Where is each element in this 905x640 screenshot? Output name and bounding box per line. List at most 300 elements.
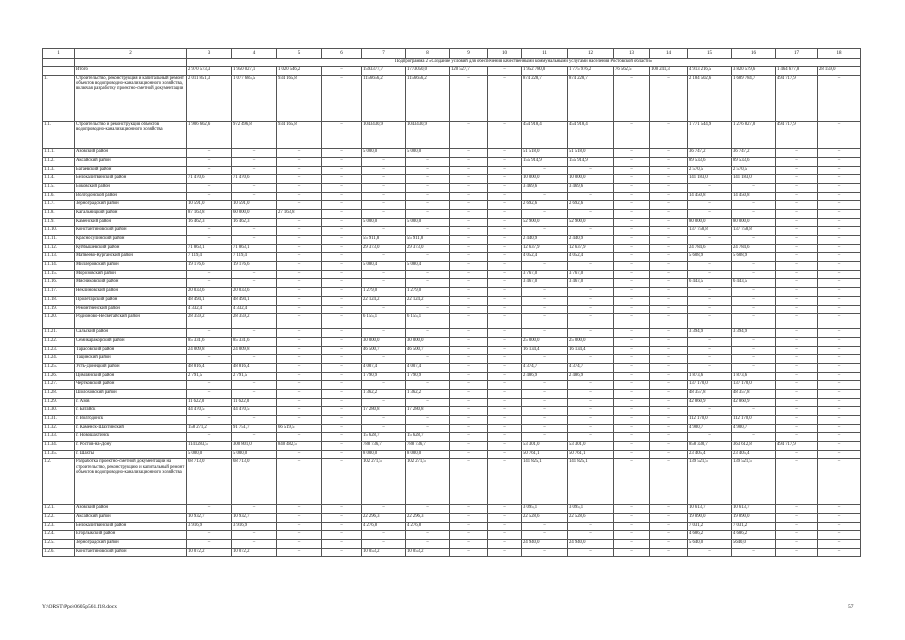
cell-value: – — [450, 244, 488, 253]
cell-value: – — [187, 531, 232, 540]
cell-value: – — [322, 355, 362, 364]
cell-value: – — [568, 288, 614, 297]
cell-value: – — [322, 209, 362, 218]
cell-value: – — [818, 531, 861, 540]
cell-value: – — [362, 209, 406, 218]
cell-value: – — [818, 505, 861, 514]
cell-value: – — [322, 407, 362, 416]
cell-value: – — [776, 398, 818, 407]
cell-value: – — [614, 270, 650, 279]
cell-value: 3 467,0 — [522, 279, 568, 288]
cell-value: 44 470,5 — [232, 407, 277, 416]
cell-value: – — [406, 209, 450, 218]
cell-value: – — [277, 540, 322, 549]
cell-value: – — [688, 407, 732, 416]
cell-value: – — [650, 192, 688, 201]
cell-value: 10 053,2 — [362, 548, 406, 557]
cell-value: 5 000,0 — [362, 218, 406, 227]
cell-value: 1 077 685,5 — [232, 75, 277, 121]
cell-value: – — [232, 381, 277, 390]
cell-value: 1 279,0 — [362, 288, 406, 297]
cell-value: – — [488, 398, 522, 407]
cell-value: 15 628,7 — [362, 433, 406, 442]
cell-value: – — [818, 157, 861, 166]
cell-value: – — [614, 407, 650, 416]
cell-value: – — [522, 296, 568, 305]
cell-value: – — [650, 459, 688, 505]
cell-value: 3 394,9 — [732, 329, 776, 338]
cell-value: – — [732, 346, 776, 355]
cell-value: – — [522, 314, 568, 329]
table-row — [43, 183, 861, 192]
row-name: Итого — [75, 67, 187, 76]
cell-value: – — [568, 314, 614, 329]
cell-value: – — [488, 346, 522, 355]
cell-value: – — [322, 236, 362, 245]
table-row — [43, 514, 861, 523]
cell-value: 14 450,8 — [732, 192, 776, 201]
cell-value: – — [277, 296, 322, 305]
cell-value: – — [322, 175, 362, 184]
cell-value: – — [818, 244, 861, 253]
cell-value: – — [322, 157, 362, 166]
cell-value: 27 163,8 — [277, 209, 322, 218]
cell-value: – — [818, 75, 861, 121]
cell-value: – — [818, 201, 861, 210]
cell-value: 85 331,6 — [232, 337, 277, 346]
cell-value: 66 519,5 — [277, 424, 322, 433]
cell-value: – — [488, 505, 522, 514]
cell-value: – — [776, 236, 818, 245]
cell-value: – — [614, 314, 650, 329]
cell-value: – — [776, 337, 818, 346]
cell-value: – — [818, 192, 861, 201]
cell-value: 10 000,0 — [522, 175, 568, 184]
row-name: Багаевский район — [75, 166, 187, 175]
cell-value: – — [277, 514, 322, 523]
cell-value: – — [488, 314, 522, 329]
cell-value: 15 628,7 — [406, 433, 450, 442]
cell-value: – — [277, 398, 322, 407]
cell-value: – — [322, 288, 362, 297]
cell-value: – — [776, 450, 818, 459]
cell-value: – — [614, 363, 650, 372]
cell-value: – — [650, 183, 688, 192]
cell-value: – — [277, 329, 322, 338]
cell-value: 20 033,6 — [232, 288, 277, 297]
cell-value: – — [650, 442, 688, 451]
cell-value: – — [362, 253, 406, 262]
cell-value: 1 771 544,9 — [688, 121, 732, 148]
table-body — [43, 49, 861, 557]
row-name: Семикаракорский район — [75, 337, 187, 346]
row-name: Цимлянский район — [75, 372, 187, 381]
cell-value: – — [614, 244, 650, 253]
cell-value: – — [732, 314, 776, 329]
cell-value: – — [450, 183, 488, 192]
cell-value: – — [568, 389, 614, 398]
cell-value: – — [277, 459, 322, 505]
cell-value: – — [650, 424, 688, 433]
cell-value: – — [688, 314, 732, 329]
table-row — [43, 209, 861, 218]
cell-value: – — [450, 381, 488, 390]
cell-value: 363 612,8 — [732, 442, 776, 451]
cell-value: – — [362, 505, 406, 514]
cell-value: – — [406, 398, 450, 407]
cell-value: 6 443,5 — [732, 279, 776, 288]
cell-value: 71 470,6 — [187, 175, 232, 184]
cell-value: – — [277, 363, 322, 372]
cell-value: – — [362, 192, 406, 201]
cell-value: – — [614, 442, 650, 451]
column-number: 5 — [277, 49, 322, 59]
cell-value: – — [732, 209, 776, 218]
cell-value: – — [277, 314, 322, 329]
cell-value: – — [187, 279, 232, 288]
cell-value: – — [406, 166, 450, 175]
cell-value: – — [362, 270, 406, 279]
row-name: Родионово-Несветайский район — [75, 314, 187, 329]
cell-value: – — [406, 531, 450, 540]
cell-value: – — [732, 296, 776, 305]
cell-value: – — [450, 157, 488, 166]
cell-value: 22 528,6 — [568, 514, 614, 523]
cell-value: – — [650, 407, 688, 416]
table-row — [43, 424, 861, 433]
cell-value: 48 816,4 — [187, 363, 232, 372]
cell-value: – — [568, 433, 614, 442]
cell-value: – — [688, 296, 732, 305]
cell-value: – — [322, 296, 362, 305]
row-number: 1.2.5. — [43, 540, 75, 549]
cell-value: 36 747,2 — [688, 149, 732, 158]
cell-value: 19 890,0 — [688, 514, 732, 523]
cell-value: 48 494,1 — [187, 296, 232, 305]
cell-value: 5 608,9 — [688, 253, 732, 262]
row-number: 1.1.31. — [43, 416, 75, 425]
cell-value: 5 608,9 — [732, 253, 776, 262]
cell-value: – — [614, 296, 650, 305]
cell-value: – — [614, 305, 650, 314]
cell-value: 4 052,4 — [522, 253, 568, 262]
cell-value: 494 717,9 — [776, 121, 818, 148]
cell-value: 11 622,0 — [232, 398, 277, 407]
cell-value: 4 900,7 — [688, 424, 732, 433]
cell-value: – — [322, 505, 362, 514]
cell-value: – — [450, 270, 488, 279]
row-name: Ремонтненский район — [75, 305, 187, 314]
cell-value: – — [568, 296, 614, 305]
cell-value: – — [614, 209, 650, 218]
column-number: 3 — [187, 49, 232, 59]
cell-value: – — [650, 75, 688, 121]
cell-value: – — [450, 540, 488, 549]
cell-value: 1 464 677,8 — [776, 67, 818, 76]
cell-value: – — [488, 236, 522, 245]
cell-value: – — [450, 296, 488, 305]
cell-value: 141 183,0 — [688, 175, 732, 184]
cell-value: – — [818, 253, 861, 262]
table-row — [43, 253, 861, 262]
cell-value: – — [776, 218, 818, 227]
cell-value: – — [362, 381, 406, 390]
cell-value: – — [818, 175, 861, 184]
cell-value: – — [450, 329, 488, 338]
cell-value: – — [406, 227, 450, 236]
table-row — [43, 175, 861, 184]
table-row — [43, 416, 861, 425]
cell-value: – — [614, 416, 650, 425]
cell-value: 840 482,5 — [277, 442, 322, 451]
cell-value: – — [818, 121, 861, 148]
cell-value: – — [650, 329, 688, 338]
cell-value: 788 736,7 — [362, 442, 406, 451]
cell-value: – — [450, 236, 488, 245]
cell-value: 23 405,4 — [688, 450, 732, 459]
row-number: 1.1.7. — [43, 201, 75, 210]
cell-value: – — [776, 209, 818, 218]
cell-value: – — [277, 157, 322, 166]
cell-value: – — [776, 157, 818, 166]
table-row — [43, 270, 861, 279]
table-row — [43, 157, 861, 166]
cell-value: 7 119,4 — [232, 253, 277, 262]
cell-value: – — [732, 355, 776, 364]
table-row — [43, 459, 861, 505]
cell-value: 6 443,5 — [688, 279, 732, 288]
cell-value: – — [277, 183, 322, 192]
cell-value: – — [277, 355, 322, 364]
cell-value: 4 332,4 — [187, 305, 232, 314]
cell-value: – — [732, 270, 776, 279]
cell-value: – — [776, 514, 818, 523]
cell-value: – — [818, 459, 861, 505]
cell-value: 80 000,0 — [732, 218, 776, 227]
row-name: г. Ростов-на-Дону — [75, 442, 187, 451]
cell-value: 71 863,1 — [232, 244, 277, 253]
cell-value: – — [322, 450, 362, 459]
row-name: Константиновский район — [75, 548, 187, 557]
cell-value: – — [818, 314, 861, 329]
row-name: Неклиновский район — [75, 288, 187, 297]
cell-value: – — [187, 389, 232, 398]
cell-value: – — [650, 296, 688, 305]
column-number: 6 — [322, 49, 362, 59]
cell-value: – — [322, 305, 362, 314]
row-name: г. Волгодонск — [75, 416, 187, 425]
row-number: 1.1.22. — [43, 337, 75, 346]
cell-value: – — [488, 540, 522, 549]
cell-value: – — [488, 253, 522, 262]
table-row — [43, 262, 861, 271]
cell-value: 25 000,0 — [568, 337, 614, 346]
cell-value: – — [818, 270, 861, 279]
cell-value: – — [650, 209, 688, 218]
cell-value: 68 713,0 — [232, 459, 277, 505]
cell-value: 7 031,2 — [732, 522, 776, 531]
cell-value: – — [522, 329, 568, 338]
cell-value: 25 000,0 — [522, 337, 568, 346]
cell-value: – — [522, 166, 568, 175]
cell-value: – — [614, 262, 650, 271]
cell-value: 28 359,2 — [187, 314, 232, 329]
row-name: Егорлыкский район — [75, 531, 187, 540]
cell-value: – — [232, 227, 277, 236]
cell-value: – — [187, 270, 232, 279]
cell-value: 1156656,2 — [362, 75, 406, 121]
cell-value: – — [732, 337, 776, 346]
cell-value: 53 301,0 — [568, 442, 614, 451]
cell-value: 48 494,1 — [232, 296, 277, 305]
page-number: 57 — [848, 604, 854, 610]
cell-value: – — [450, 192, 488, 201]
cell-value: – — [614, 236, 650, 245]
table-row — [43, 149, 861, 158]
cell-value: 2 486,9 — [522, 372, 568, 381]
table-row — [43, 337, 861, 346]
cell-value: – — [732, 288, 776, 297]
cell-value: – — [776, 548, 818, 557]
cell-value: – — [522, 389, 568, 398]
cell-value: – — [322, 416, 362, 425]
cell-value: – — [776, 346, 818, 355]
cell-value: 1 689 784,7 — [732, 75, 776, 121]
cell-value: – — [450, 121, 488, 148]
cell-value: – — [614, 166, 650, 175]
cell-value: – — [406, 192, 450, 201]
cell-value: – — [818, 522, 861, 531]
cell-value: – — [688, 433, 732, 442]
cell-value: 7 031,2 — [688, 522, 732, 531]
cell-value: – — [450, 305, 488, 314]
cell-value: – — [818, 398, 861, 407]
cell-value: – — [818, 279, 861, 288]
row-name: Пролетарский район — [75, 296, 187, 305]
cell-value: – — [187, 236, 232, 245]
cell-value: – — [488, 262, 522, 271]
row-number: 1.2. — [43, 459, 75, 505]
cell-value: 17 280,8 — [406, 407, 450, 416]
cell-value: – — [614, 253, 650, 262]
cell-value: 1156656,2 — [406, 75, 450, 121]
cell-value: – — [277, 270, 322, 279]
cell-value: 28 159,0 — [818, 67, 861, 76]
cell-value: – — [450, 548, 488, 557]
column-number-row — [43, 49, 861, 59]
cell-value: – — [488, 459, 522, 505]
cell-value: – — [650, 149, 688, 158]
cell-value: – — [776, 253, 818, 262]
column-number: 9 — [450, 49, 488, 59]
cell-value: 89 533,6 — [732, 157, 776, 166]
cell-value: 4 332,4 — [232, 305, 277, 314]
row-name: Азовский район — [75, 149, 187, 158]
cell-value: – — [277, 262, 322, 271]
cell-value: – — [688, 236, 732, 245]
cell-value: – — [776, 279, 818, 288]
cell-value: 139 521,5 — [688, 459, 732, 505]
cell-value: – — [322, 253, 362, 262]
row-name: г. Батайск — [75, 407, 187, 416]
cell-value: – — [488, 183, 522, 192]
column-number: 2 — [75, 49, 187, 59]
cell-value: 16 462,3 — [187, 218, 232, 227]
cell-value: – — [187, 505, 232, 514]
cell-value: 24 940,0 — [568, 540, 614, 549]
cell-value: 6 155,1 — [406, 314, 450, 329]
cell-value: 87 163,8 — [187, 209, 232, 218]
cell-value: – — [406, 253, 450, 262]
cell-value: – — [488, 433, 522, 442]
cell-value: – — [450, 209, 488, 218]
cell-value: – — [614, 337, 650, 346]
cell-value: 24 940,0 — [522, 540, 568, 549]
cell-value: – — [818, 305, 861, 314]
cell-value: – — [818, 209, 861, 218]
row-number: 1.1.15. — [43, 270, 75, 279]
cell-value: – — [277, 253, 322, 262]
cell-value: – — [818, 288, 861, 297]
cell-value: 5 080,4 — [362, 262, 406, 271]
row-number: 1.1.9. — [43, 218, 75, 227]
row-number: 1.1.26. — [43, 372, 75, 381]
cell-value: – — [277, 531, 322, 540]
cell-value: 22 124,2 — [406, 296, 450, 305]
cell-value: – — [277, 288, 322, 297]
cell-value: – — [488, 522, 522, 531]
cell-value: 44 470,5 — [187, 407, 232, 416]
cell-value: – — [776, 329, 818, 338]
cell-value: – — [818, 450, 861, 459]
cell-value: – — [450, 407, 488, 416]
row-number: 1.1.11. — [43, 236, 75, 245]
cell-value: – — [488, 149, 522, 158]
cell-value: – — [776, 424, 818, 433]
row-name: Константиновский район — [75, 227, 187, 236]
cell-value: 60 000,0 — [232, 209, 277, 218]
cell-value: 5 000,0 — [406, 218, 450, 227]
cell-value: – — [322, 121, 362, 148]
cell-value: 102 271,5 — [406, 459, 450, 505]
cell-value: – — [450, 522, 488, 531]
row-number: 1.1.14. — [43, 262, 75, 271]
cell-value: 4 686,2 — [688, 531, 732, 540]
cell-value: 3 467,0 — [568, 279, 614, 288]
cell-value: 71 470,6 — [232, 175, 277, 184]
cell-value: – — [450, 355, 488, 364]
cell-value: – — [322, 201, 362, 210]
cell-value: 10 591,0 — [187, 201, 232, 210]
cell-value: – — [614, 531, 650, 540]
cell-value: – — [522, 355, 568, 364]
column-number: 12 — [568, 49, 614, 59]
cell-value: – — [614, 149, 650, 158]
row-name: Разработка проектно-сметной документации на строительство, реконструкцию и капитальный ремонт объектов водопроводно-канализационного хозяйства — [75, 459, 187, 505]
cell-value: – — [450, 505, 488, 514]
cell-value: – — [732, 363, 776, 372]
cell-value: – — [614, 522, 650, 531]
cell-value: – — [688, 548, 732, 557]
cell-value: 76 562,5 — [614, 67, 650, 76]
cell-value: 12 637,9 — [568, 244, 614, 253]
cell-value: – — [650, 531, 688, 540]
cell-value: 16 462,3 — [232, 218, 277, 227]
cell-value: 10 072,2 — [187, 548, 232, 557]
cell-value: – — [187, 192, 232, 201]
cell-value: – — [522, 398, 568, 407]
cell-value: – — [650, 218, 688, 227]
